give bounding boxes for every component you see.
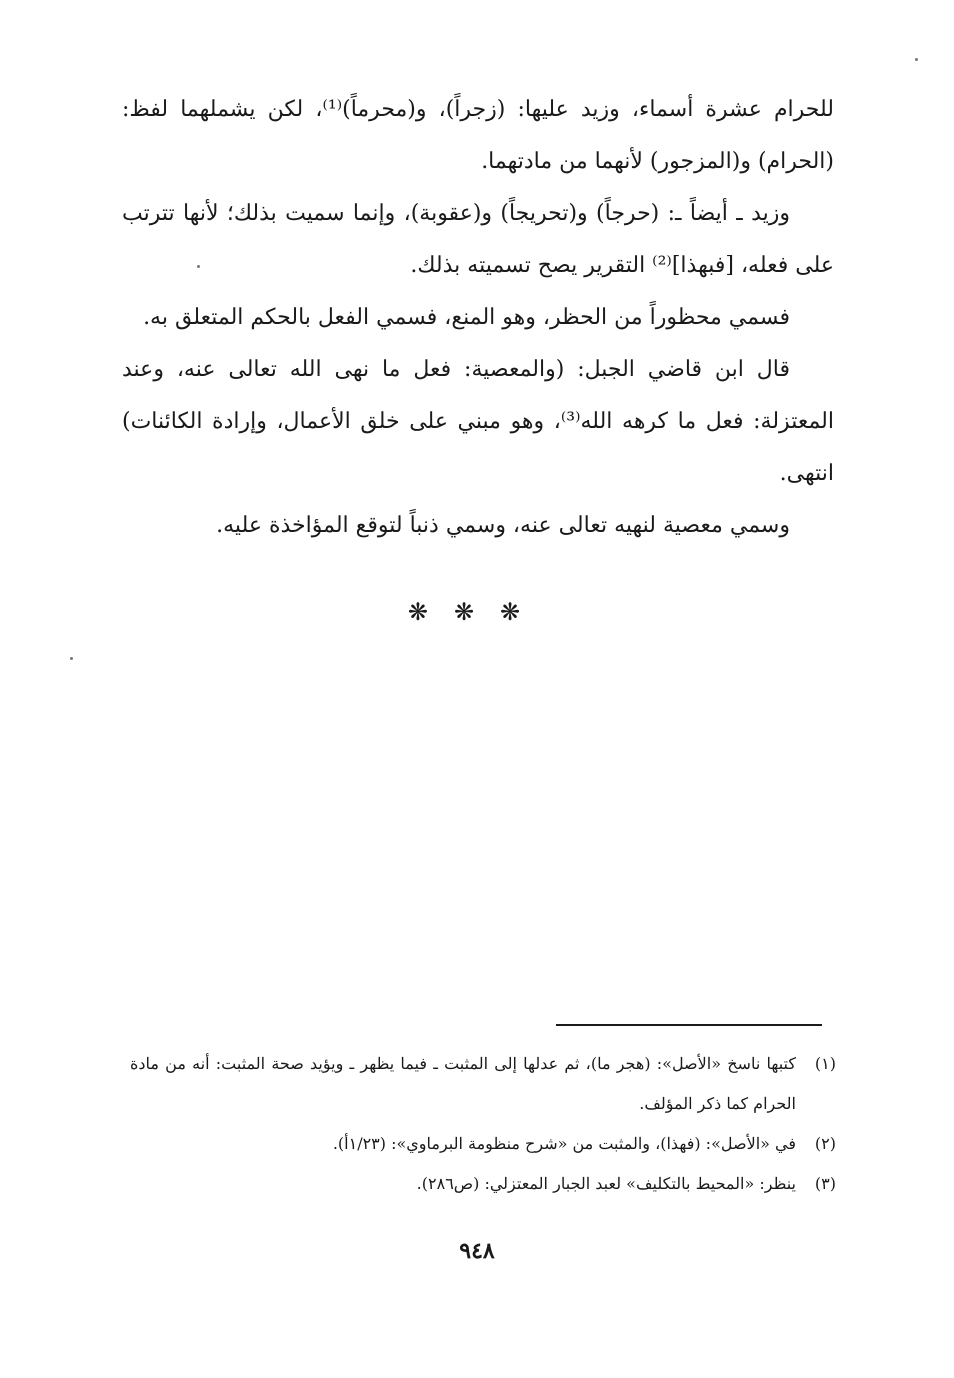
main-text: [122, 84, 834, 552]
asterism-mark: ❋: [453, 598, 501, 626]
asterism-mark: ❋: [500, 598, 547, 626]
footnotes: [130, 1044, 836, 1204]
footnote-number: (٢): [814, 1134, 836, 1153]
footnote-number: (٣): [814, 1174, 836, 1193]
paragraph-1: للحرام عشرة أسماء، وزيد عليها: (زجراً)، و(محرماً)⁽¹⁾، لكن يشملهما لفظ: (الحرام) و(المزجور) لأنهما من مادتهما.: [122, 97, 834, 174]
footnote-2: [130, 1124, 836, 1164]
footnote-text: في «الأصل»: (فهذا)، والمثبت من «شرح منظومة البرماوي»: (١/٢٣أ).: [332, 1134, 796, 1153]
paragraph-3: فسمي محظوراً من الحظر، وهو المنع، فسمي الفعل بالحكم المتعلق به.: [143, 305, 790, 330]
page-number: ٩٤٨: [459, 1238, 495, 1264]
scan-speck: [70, 657, 73, 660]
scan-speck: [197, 265, 200, 268]
scan-speck: [915, 58, 918, 61]
footnote-text: كتبها ناسخ «الأصل»: (هجر ما)، ثم عدلها إلى المثبت ـ فيما يظهر ـ ويؤيد صحة المثبت: أنه من مادة الحرام كما ذكر المؤلف.: [130, 1054, 796, 1113]
paragraph-5: وسمي معصية لنهيه تعالى عنه، وسمي ذنباً لتوقع المؤاخذة عليه.: [216, 513, 790, 538]
footnote-1: [130, 1044, 836, 1124]
footnote-text: ينظر: «المحيط بالتكليف» لعبد الجبار المعتزلي: (ص٢٨٦).: [416, 1174, 796, 1193]
paragraph-4: قال ابن قاضي الجبل: (والمعصية: فعل ما نهى الله تعالى عنه، وعند المعتزلة: فعل ما كرهه الله⁽³⁾، وهو مبني على خلق الأعمال، وإرادة الكائنات) انتهى.: [122, 357, 834, 486]
section-separator: [0, 598, 954, 626]
footnote-3: [130, 1164, 836, 1204]
footnote-number: (١): [814, 1054, 836, 1073]
footnote-rule: [556, 1024, 822, 1026]
asterism-mark: ❋: [407, 598, 454, 626]
paragraph-2: وزيد ـ أيضاً ـ: (حرجاً) و(تحريجاً) و(عقوبة)، وإنما سميت بذلك؛ لأنها تترتب على فعله، [فبهذا]⁽²⁾ التقرير يصح تسميته بذلك.: [122, 201, 834, 278]
